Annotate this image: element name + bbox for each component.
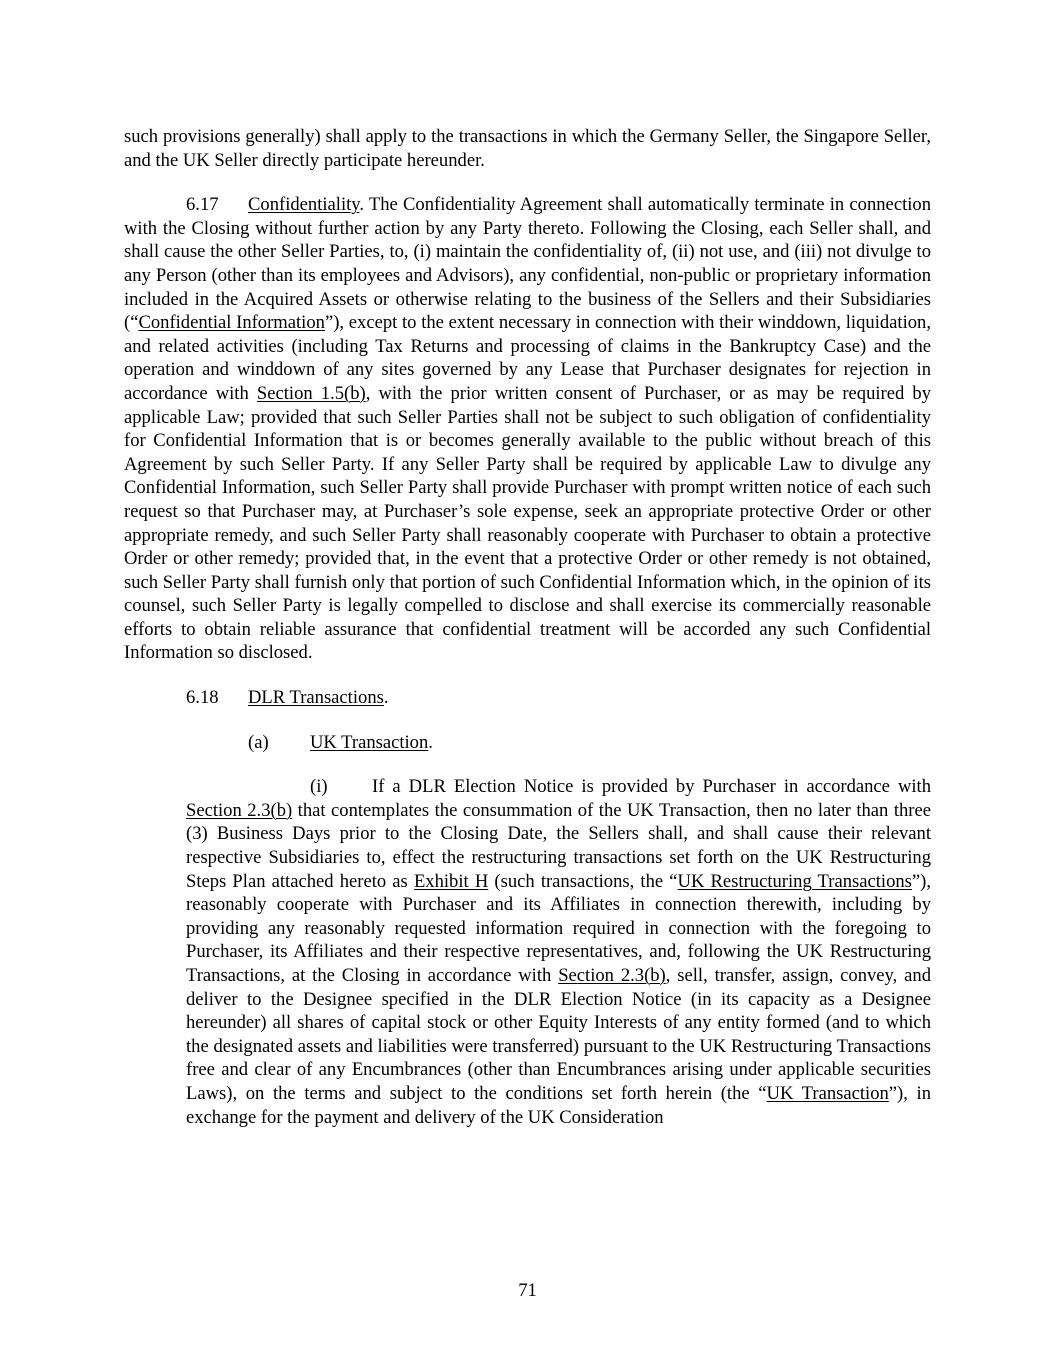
paragraph-text: , sell, transfer, assign, convey, and deliver to the Designee specified in the DLR Election Notice (in its capacity as a Designee hereunder) all shares of capital stock or other Equity Interests of any entity formed (and to which the designated assets and liabilities were transferred) pursuant to the UK Restructuring Transactions free and clear of any Encumbrances (other than Encumbrances arising under applicable securities Laws), on the terms and subject to the conditions set forth herein (the “ [186,965,931,1104]
paragraph-text: ”), reasonably cooperate with Purchaser and its Affiliates in connection therewith, including by providing any reasonably requested information required in connection with the foregoing to Purchaser, its Affiliates and their respective representatives, and, following the UK Restructuring Transactions, at the Closing in accordance with [186,870,931,986]
defined-term: Confidential Information [138,312,325,334]
heading-punctuation: . [383,687,389,709]
paragraph-text: , with the prior written consent of Purchaser, or as may be required by applicable Law; provided that such Seller Parties shall not be subject to such obligation of confidentiality for Confidential Information that is or becomes generally available to the public without breach of this Agreement by such Seller Party. If any Seller Party shall be required by applicable Law to divulge any Confidential Information, such Seller Party shall provide Purchaser with prompt written notice of each such request so that Purchaser may, at Purchaser’s sole expense, seek an appropriate protective Order or other appropriate remedy, and such Seller Party shall reasonably cooperate with Purchaser to obtain a protective Order or other remedy; provided that, in the event that a protective Order or other remedy is not obtained, such Seller Party shall furnish only that portion of such Confidential Information which, in the opinion of its counsel, such Seller Party is legally compelled to disclose and shall exercise its commercially reasonable efforts to obtain reliable assurance that confidential treatment will be accorded any such Confidential Information so disclosed. [124,382,932,664]
subsection-number: (a) [248,731,269,753]
subsection-a-heading [124,731,931,755]
section-reference: Section 2.3(b) [186,799,293,821]
paragraph-text: . The Confidentiality Agreement shall automatically terminate in connection with the Closing without further action by any Party thereto. Following the Closing, each Seller shall, and shall cause the other Seller Parties, to, (i) maintain the confidentiality of, (ii) not use, and (iii) not divulge to any Person (other than its employees and Advisors), any confidential, non-public or proprietary information included in the Acquired Assets or otherwise relating to the business of the Sellers and their Subsidiaries (“ [124,194,931,334]
section-number: 6.17 [186,194,219,216]
section-title: Confidentiality [248,194,360,216]
defined-term: UK Restructuring Transactions [677,870,912,892]
exhibit-reference: Exhibit H [413,870,489,892]
continuation-text: such provisions generally) shall apply to the transactions in which the Germany Seller, the Singapore Seller, and the UK Seller directly participate hereunder. [124,126,931,171]
section-6-18-heading [124,686,931,710]
paragraph-text: (such transactions, the “ [488,870,678,892]
section-number: 6.18 [186,687,219,709]
subsection-title: UK Transaction [310,731,429,753]
clause-i-paragraph [186,775,931,1129]
paragraph-text: that contemplates the consummation of the UK Transaction, then no later than three (3) Business Days prior to the Closing Date, the Sellers shall, and shall cause their relevant respective Subsidiaries to, effect the restructuring transactions set forth on the UK Restructuring Steps Plan attached hereto as [186,799,932,892]
page-number: 71 [518,1280,537,1301]
paragraph-text: ”), except to the extent necessary in connection with their winddown, liquidation, and related activities (including Tax Returns and processing of claims in the Bankruptcy Case) and the operation and winddown of any sites governed by any Lease that Purchaser designates for rejection in accordance with [124,312,931,404]
section-reference: Section 1.5(b) [256,382,366,404]
document-page [124,125,931,1129]
section-title: DLR Transactions [248,687,384,709]
clause-number: (i) [310,776,328,798]
section-6-17-paragraph [124,193,931,665]
continuation-paragraph [124,125,931,172]
defined-term: UK Transaction [766,1082,889,1104]
heading-punctuation: . [428,731,433,753]
paragraph-text: If a DLR Election Notice is provided by Purchaser in accordance with [372,776,931,798]
section-reference: Section 2.3(b) [558,965,666,986]
paragraph-text: ”), in exchange for the payment and delivery of the UK Consideration [186,1082,931,1128]
